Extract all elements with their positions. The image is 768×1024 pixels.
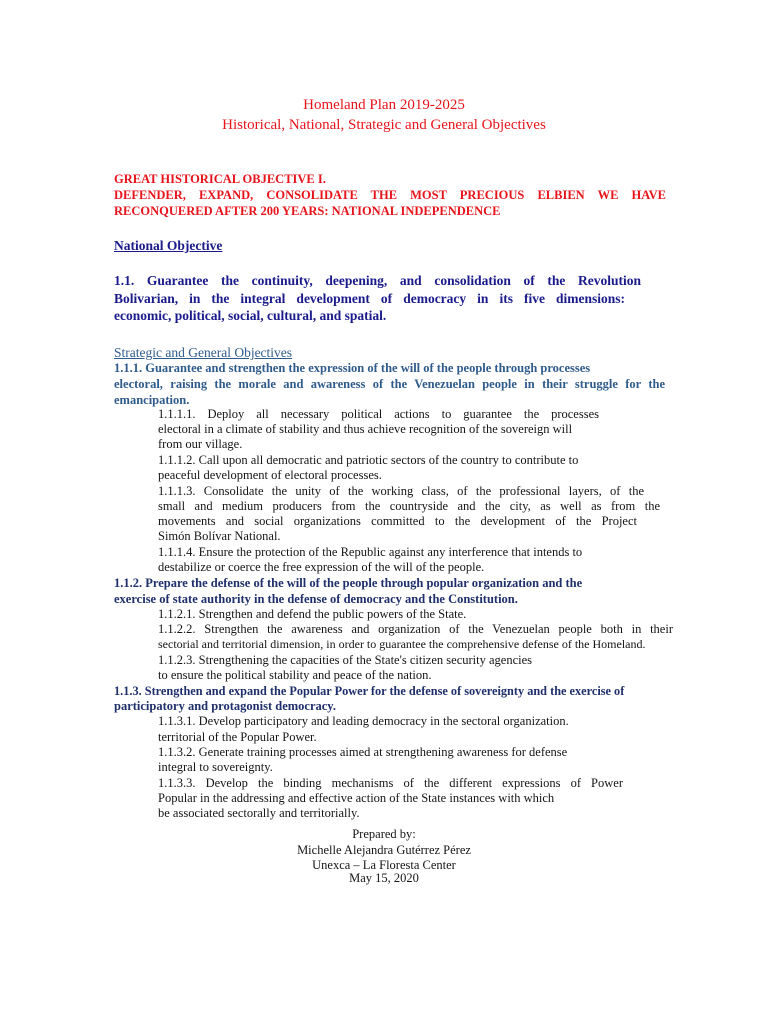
institution-name: Unexca – La Floresta Center (312, 858, 456, 872)
objective-1-1-2-1-line-1: 1.1.2.1. Strengthen and defend the public powers of the State. (158, 607, 467, 621)
objective-1-1-1-4-line-1: 1.1.1.4. Ensure the protection of the Republic against any interference that intends to (158, 545, 583, 559)
objective-1-1-3-line-2: participatory and protagonist democracy. (114, 699, 336, 713)
objective-1-1-1-4-line-2: destabilize or coerce the free expression of the will of the people. (158, 560, 485, 574)
document-title: Homeland Plan 2019-2025 (303, 97, 465, 113)
objective-1-1-3-1-line-1: 1.1.3.1. Develop participatory and leading democracy in the sectoral organization. (158, 714, 569, 728)
objective-1-1-1-2-line-1: 1.1.1.2. Call upon all democratic and patriotic sectors of the country to contribute to (158, 453, 579, 467)
objective-1-1-1-3-line-1: 1.1.1.3. Consolidate the unity of the working class, of the professional layers, of the (158, 484, 644, 498)
objective-1-1-1-line-3: emancipation. (114, 393, 190, 407)
objective-1-1-1-2-line-2: peaceful development of electoral processes. (158, 468, 382, 482)
document-subtitle: Historical, National, Strategic and General Objectives (222, 117, 546, 133)
prepared-by-label: Prepared by: (352, 827, 416, 841)
author-name: Michelle Alejandra Gutérrez Pérez (297, 843, 471, 857)
great-objective-line-1: DEFENDER, EXPAND, CONSOLIDATE THE MOST PRECIOUS ELBIEN WE HAVE (114, 188, 666, 202)
strategic-heading: Strategic and General Objectives (114, 345, 293, 360)
objective-1-1-2-3-line-2: to ensure the political stability and peace of the nation. (158, 668, 432, 682)
objective-1-1-3-3-line-1: 1.1.3.3. Develop the binding mechanisms of the different expressions of Power (158, 776, 623, 790)
objective-1-1-2-line-1: 1.1.2. Prepare the defense of the will of the people through popular organization and the (114, 576, 583, 590)
objective-1-1-1-3-line-3: movements and social organizations committed to the development of the Project (158, 514, 637, 528)
objective-1-1-1-3-line-4: Simón Bolívar National. (158, 529, 281, 543)
objective-1-1-1-line-1: 1.1.1. Guarantee and strengthen the expression of the will of the people through processes (114, 361, 591, 375)
objective-1-1-1-1-line-3: from our village. (158, 437, 243, 451)
objective-1-1-1-line-2: electoral, raising the morale and awareness of the Venezuelan people in their struggle for the (114, 377, 665, 391)
objective-1-1-1-1-line-1: 1.1.1.1. Deploy all necessary political actions to guarantee the processes (158, 407, 599, 421)
national-objective-line-1: 1.1. Guarantee the continuity, deepening, and consolidation of the Revolution (114, 273, 641, 288)
national-objective-heading: National Objective (114, 238, 223, 253)
objective-1-1-3-2-line-1: 1.1.3.2. Generate training processes aimed at strengthening awareness for defense (158, 745, 568, 759)
national-objective-line-3: economic, political, social, cultural, and spatial. (114, 308, 387, 323)
document-date: May 15, 2020 (349, 871, 419, 885)
objective-1-1-2-2-line-2: sectorial and territorial dimension, in order to guarantee the comprehensive defense of the Homeland. (158, 637, 646, 651)
objective-1-1-3-3-line-3: be associated sectorally and territorially. (158, 806, 360, 820)
national-objective-line-2: Bolivarian, in the integral development of democracy in its five dimensions: (114, 291, 625, 306)
objective-1-1-2-2-line-1: 1.1.2.2. Strengthen the awareness and organization of the Venezuelan people both in their (158, 622, 673, 636)
objective-1-1-1-3-line-2: small and medium producers from the countryside and the city, as well as from the (158, 499, 660, 513)
objective-1-1-3-3-line-2: Popular in the addressing and effective action of the State instances with which (158, 791, 555, 805)
objective-1-1-1-1-line-2: electoral in a climate of stability and thus achieve recognition of the sovereign will (158, 422, 573, 436)
objective-1-1-3-line-1: 1.1.3. Strengthen and expand the Popular Power for the defense of sovereignty and the exercise of (114, 684, 625, 698)
objective-1-1-3-2-line-2: integral to sovereignty. (158, 760, 273, 774)
objective-1-1-3-1-line-2: territorial of the Popular Power. (158, 730, 317, 744)
great-objective-heading: GREAT HISTORICAL OBJECTIVE I. (114, 172, 326, 186)
great-objective-line-2: RECONQUERED AFTER 200 YEARS: NATIONAL INDEPENDENCE (114, 204, 501, 218)
objective-1-1-2-3-line-1: 1.1.2.3. Strengthening the capacities of the State's citizen security agencies (158, 653, 533, 667)
objective-1-1-2-line-2: exercise of state authority in the defense of democracy and the Constitution. (114, 592, 518, 606)
